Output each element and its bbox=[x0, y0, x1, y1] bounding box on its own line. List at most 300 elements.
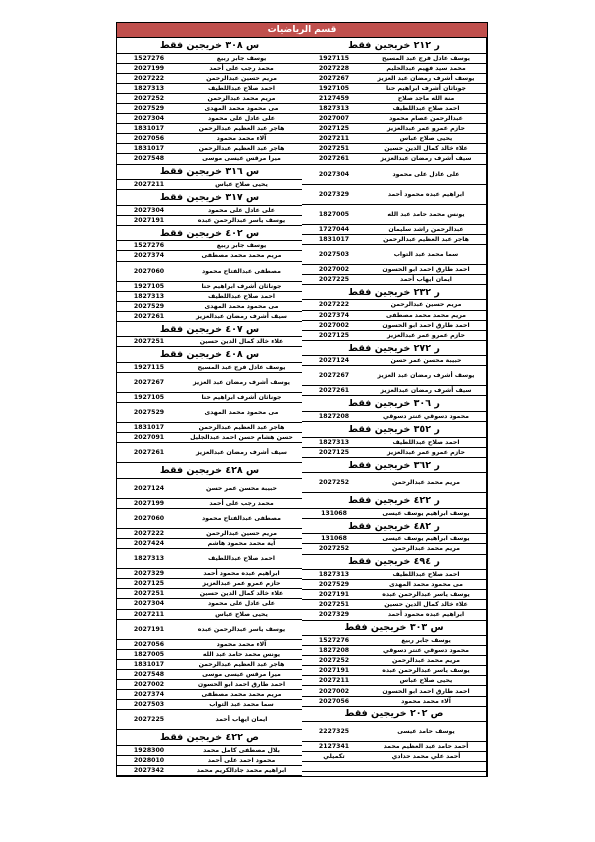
student-row bbox=[302, 676, 486, 686]
student-code: 2027225 bbox=[318, 275, 350, 283]
student-row bbox=[117, 640, 302, 650]
student-name: مريم محمد محمد مصطفى bbox=[201, 252, 282, 260]
student-code: 1831017 bbox=[133, 145, 165, 153]
student-code: 2027251 bbox=[318, 145, 350, 153]
student-row bbox=[302, 656, 486, 666]
student-row bbox=[302, 245, 486, 265]
student-code: 1831017 bbox=[318, 235, 350, 243]
student-name: مريم محمد عبدالرحمن bbox=[392, 657, 460, 665]
student-row bbox=[302, 275, 486, 285]
course-header bbox=[302, 493, 486, 509]
student-name: يحيى صلاح عباس bbox=[215, 610, 268, 618]
student-code: 2027199 bbox=[133, 499, 165, 507]
student-name: حبيبة محسن عمر حسن bbox=[390, 357, 462, 365]
student-name: مريم حسين عبدالرحمن bbox=[390, 301, 462, 309]
student-code: 2027125 bbox=[133, 580, 165, 588]
student-row bbox=[117, 766, 302, 776]
student-name: يوسف أشرف رمضان عبد العزيز bbox=[377, 372, 475, 380]
course-header-text: س ٤٠٢ خريجين فقط bbox=[159, 227, 260, 239]
student-row bbox=[117, 690, 302, 700]
student-code: 2027056 bbox=[318, 697, 350, 705]
course-header-text: ر ٣٦٢ خريجين فقط bbox=[348, 459, 440, 471]
student-row bbox=[117, 74, 302, 84]
student-row bbox=[302, 666, 486, 676]
student-code: 2027056 bbox=[133, 135, 165, 143]
student-row bbox=[117, 423, 302, 433]
student-code: 2027211 bbox=[133, 610, 165, 618]
student-row bbox=[302, 386, 486, 396]
student-row bbox=[117, 54, 302, 64]
course-header bbox=[302, 422, 486, 438]
student-row bbox=[117, 312, 302, 322]
student-name: على عادل على محمود bbox=[392, 170, 460, 178]
student-name: مى محمود محمد المهدى bbox=[204, 302, 279, 310]
student-row bbox=[302, 235, 486, 245]
student-name: يوسف جابر ربيع bbox=[216, 54, 267, 62]
student-row bbox=[302, 114, 486, 124]
student-code: 2027329 bbox=[318, 611, 350, 619]
student-name: مريم محمد عبدالرحمن bbox=[207, 94, 276, 102]
student-row bbox=[117, 443, 302, 463]
student-name: آلاء محمد محمود bbox=[401, 697, 451, 705]
student-name: يوسف ابراهيم يوسف عيسى bbox=[382, 535, 470, 543]
student-code: 1827208 bbox=[318, 647, 350, 655]
student-name: ايمان ايهاب أحمد bbox=[215, 716, 268, 724]
student-name: مريم محمد محمد مصطفى bbox=[385, 311, 466, 319]
student-name: احمد صلاح عبداللطيف bbox=[392, 105, 460, 113]
student-code: 1827313 bbox=[133, 84, 165, 92]
student-row bbox=[302, 580, 486, 590]
student-code: 2027060 bbox=[133, 514, 165, 522]
student-row bbox=[117, 104, 302, 114]
student-name: محمد رجب على أحمد bbox=[209, 499, 274, 507]
student-row bbox=[302, 762, 486, 772]
student-name: سيف أشرف رمضان عبدالعزيز bbox=[380, 155, 472, 163]
student-name: ابراهيم محمد جادالكريم محمد bbox=[196, 766, 287, 774]
student-row bbox=[117, 660, 302, 670]
student-name: سيف أشرف رمضان عبدالعزيز bbox=[380, 387, 472, 395]
student-row bbox=[302, 84, 486, 94]
student-code: 2027374 bbox=[133, 252, 165, 260]
student-code: 2227325 bbox=[318, 728, 350, 736]
student-row bbox=[117, 180, 302, 190]
student-name: يوسف ابراهيم يوسف عيسى bbox=[382, 509, 470, 517]
course-header-text: ر ٤٨٢ خريجين فقط bbox=[348, 520, 440, 532]
student-name: عبدالرحمن عصام محمود bbox=[389, 115, 463, 123]
student-name: ميرا مرقس عيسى موسى bbox=[202, 670, 281, 678]
student-row bbox=[117, 756, 302, 766]
student-name: علاء خالد كمال الدين حسين bbox=[384, 145, 468, 153]
student-name: ميرا مرقس عيسى موسى bbox=[202, 155, 281, 163]
course-header-text: ر ٢٣٢ خريجين فقط bbox=[348, 286, 440, 298]
student-row bbox=[117, 680, 302, 690]
student-code: 2027252 bbox=[318, 479, 350, 487]
student-row bbox=[302, 686, 486, 696]
student-code: 1831017 bbox=[133, 125, 165, 133]
student-row bbox=[117, 700, 302, 710]
student-name: يحيى صلاح عباس bbox=[399, 677, 453, 685]
student-row bbox=[302, 321, 486, 331]
student-name: مصطفى عبدالفتاح محمود bbox=[201, 267, 281, 275]
student-name: ابراهيم عبده محمود أحمد bbox=[203, 570, 280, 578]
student-row bbox=[117, 479, 302, 499]
student-row bbox=[302, 154, 486, 164]
course-header bbox=[302, 519, 486, 535]
student-row bbox=[117, 292, 302, 302]
student-name: حبيبة محسن عمر حسن bbox=[206, 484, 277, 492]
course-header bbox=[302, 38, 486, 54]
student-row bbox=[302, 600, 486, 610]
student-row bbox=[302, 64, 486, 74]
student-name: آلاء محمد محمود bbox=[216, 135, 267, 143]
student-row bbox=[302, 473, 486, 493]
student-row bbox=[302, 610, 486, 620]
student-name: مى محمود محمد المهدى bbox=[389, 581, 463, 589]
student-code: 2027002 bbox=[318, 687, 350, 695]
course-header bbox=[117, 347, 302, 363]
student-row bbox=[302, 300, 486, 310]
student-code: 2027125 bbox=[318, 331, 350, 339]
student-code: 2027261 bbox=[133, 449, 165, 457]
student-code: 2027228 bbox=[318, 64, 350, 72]
student-code: 2027222 bbox=[318, 301, 350, 309]
student-code: 2027251 bbox=[318, 601, 350, 609]
student-row bbox=[302, 448, 486, 458]
student-code: 1927105 bbox=[318, 84, 350, 92]
course-header bbox=[117, 322, 302, 338]
left-column bbox=[117, 38, 302, 776]
student-code: 1827208 bbox=[318, 413, 350, 421]
course-header bbox=[117, 730, 302, 746]
student-name: احمد طارق احمد ابو الحسون bbox=[197, 681, 286, 689]
student-row bbox=[117, 599, 302, 609]
student-row bbox=[302, 205, 486, 225]
course-header-text: ر ٤٩٤ خريجين فقط bbox=[348, 556, 440, 568]
student-name: على عادل على محمود bbox=[207, 206, 276, 214]
student-code: 1928300 bbox=[133, 746, 165, 754]
student-name: يحيى صلاح عباس bbox=[215, 181, 268, 189]
student-name: هاجر عبد العظيم عبدالرحمن bbox=[198, 660, 285, 668]
student-row bbox=[302, 124, 486, 134]
student-code: 2027211 bbox=[133, 181, 165, 189]
student-code: 2027261 bbox=[318, 155, 350, 163]
student-name: يحيى صلاح عباس bbox=[399, 135, 453, 143]
student-row bbox=[302, 185, 486, 205]
student-row bbox=[302, 94, 486, 104]
student-code: 2027191 bbox=[318, 591, 350, 599]
student-name: يوسف عادل فرج عبد المسيح bbox=[197, 364, 286, 372]
student-code: 2127341 bbox=[318, 743, 350, 751]
student-code: 2027225 bbox=[133, 716, 165, 724]
student-code: 2027261 bbox=[318, 387, 350, 395]
student-code: 1831017 bbox=[133, 660, 165, 668]
student-row bbox=[117, 579, 302, 589]
course-header-text: ص ٤٢٢ خريجين فقط bbox=[160, 732, 259, 743]
student-code: 131068 bbox=[321, 535, 347, 543]
course-header bbox=[302, 555, 486, 571]
student-code: 2027503 bbox=[133, 701, 165, 709]
student-code: 2027060 bbox=[133, 267, 165, 275]
student-row bbox=[302, 438, 486, 448]
student-row bbox=[117, 124, 302, 134]
student-code: 1827313 bbox=[318, 571, 350, 579]
student-row bbox=[302, 412, 486, 422]
student-name: جوناثان أشرف ابراهيم حنا bbox=[385, 84, 466, 92]
student-code: 1827313 bbox=[318, 105, 350, 113]
student-row bbox=[117, 670, 302, 680]
student-name: علاء خالد كمال الدين حسين bbox=[199, 590, 284, 598]
course-header bbox=[117, 38, 302, 54]
student-row bbox=[117, 549, 302, 569]
student-row bbox=[302, 74, 486, 84]
student-code: 2027191 bbox=[133, 625, 165, 633]
student-code: 2027529 bbox=[318, 581, 350, 589]
student-row bbox=[117, 509, 302, 529]
student-name: علاء خالد كمال الدين حسين bbox=[199, 338, 284, 346]
student-code: 2027191 bbox=[318, 667, 350, 675]
student-code: 2027124 bbox=[318, 357, 350, 365]
student-code: 2027503 bbox=[318, 250, 350, 258]
student-name: آية محمد محمود هاشم bbox=[207, 540, 276, 548]
student-code: 2027002 bbox=[318, 265, 350, 273]
course-header bbox=[302, 396, 486, 412]
student-row bbox=[302, 144, 486, 154]
student-name: بلال مصطفى كامل محمد bbox=[203, 746, 280, 754]
student-row bbox=[302, 636, 486, 646]
student-name: آلاء محمد محمود bbox=[216, 640, 267, 648]
student-code: 2027267 bbox=[133, 379, 165, 387]
student-code: 2027091 bbox=[133, 434, 165, 442]
student-row bbox=[302, 534, 486, 544]
student-code: 2027374 bbox=[318, 311, 350, 319]
student-code: 2027211 bbox=[318, 677, 350, 685]
student-row bbox=[117, 251, 302, 261]
student-name: مصطفى عبدالفتاح محمود bbox=[201, 514, 281, 522]
student-name: محمود دسوقي عنتر دسوقي bbox=[383, 647, 469, 655]
student-code: 2027056 bbox=[133, 640, 165, 648]
student-name: يوسف ياسر عبدالرحمن عبده bbox=[197, 216, 286, 224]
course-header bbox=[117, 226, 302, 242]
student-name: محمود احمد على أحمد bbox=[207, 756, 276, 764]
student-name: مريم محمد عبدالرحمن bbox=[392, 545, 460, 553]
student-row bbox=[117, 403, 302, 423]
student-row bbox=[302, 697, 486, 707]
course-header-text: س ٣١٧ خريجين فقط bbox=[159, 191, 260, 203]
course-header bbox=[302, 621, 486, 637]
student-code: 2028010 bbox=[133, 756, 165, 764]
student-row bbox=[117, 64, 302, 74]
student-code: 1831017 bbox=[133, 424, 165, 432]
student-name: يوسف ياسر عبدالرحمن عبده bbox=[197, 625, 286, 633]
student-name: منة الله ماجد صلاح bbox=[397, 94, 455, 102]
student-name: محمد رجب على أحمد bbox=[209, 64, 274, 72]
student-name: مريم محمد عبدالرحمن bbox=[392, 479, 460, 487]
student-name: يوسف ياسر عبدالرحمن عبده bbox=[382, 667, 470, 675]
student-code: 2027251 bbox=[133, 338, 165, 346]
student-name: جوناثان أشرف ابراهيم حنا bbox=[201, 394, 282, 402]
student-code: 1527276 bbox=[318, 637, 350, 645]
course-header bbox=[117, 165, 302, 181]
student-code: 2027424 bbox=[133, 540, 165, 548]
student-name: احمد طارق احمد ابو الحسون bbox=[382, 687, 470, 695]
student-row bbox=[302, 104, 486, 114]
student-row bbox=[117, 529, 302, 539]
student-code: 2027125 bbox=[318, 448, 350, 456]
student-code: 2027007 bbox=[318, 115, 350, 123]
course-header bbox=[117, 190, 302, 206]
student-name: احمد صلاح عبداللطيف bbox=[392, 571, 460, 579]
student-name: سيف أشرف رمضان عبدالعزيز bbox=[195, 449, 288, 457]
student-code: 1727044 bbox=[318, 225, 350, 233]
student-name: يوسف حامد عيسى bbox=[397, 728, 455, 736]
student-row bbox=[302, 544, 486, 554]
student-row bbox=[117, 589, 302, 599]
student-code: 2027222 bbox=[133, 74, 165, 82]
student-name: يوسف أشرف رمضان عبد العزيز bbox=[377, 74, 475, 82]
student-row bbox=[302, 646, 486, 656]
student-name: يوسف ياسر عبدالرحمن عبده bbox=[382, 591, 470, 599]
student-row bbox=[117, 746, 302, 756]
course-header-text: ر ٢٧٢ خريجين فقط bbox=[348, 342, 440, 354]
student-row bbox=[117, 84, 302, 94]
student-row bbox=[117, 241, 302, 251]
student-code: 1927105 bbox=[133, 394, 165, 402]
schedule-table bbox=[116, 22, 488, 777]
student-name: احمد صلاح عبداللطيف bbox=[392, 438, 460, 446]
student-row bbox=[117, 620, 302, 640]
student-row bbox=[117, 539, 302, 549]
student-name: على عادل على محمود bbox=[207, 600, 276, 608]
course-header bbox=[302, 458, 486, 474]
student-row bbox=[117, 154, 302, 164]
course-header bbox=[302, 707, 486, 723]
student-row bbox=[117, 433, 302, 443]
student-row bbox=[117, 282, 302, 292]
columns bbox=[117, 38, 487, 776]
student-name: يوسف أشرف رمضان عبد العزيز bbox=[193, 379, 290, 387]
student-code: 2027191 bbox=[133, 216, 165, 224]
student-row bbox=[302, 225, 486, 235]
student-name: حازم عمرو عمر عبدالعزيز bbox=[387, 331, 465, 339]
student-row bbox=[117, 144, 302, 154]
student-row bbox=[117, 569, 302, 579]
student-name: حازم عمرو عمر عبدالعزيز bbox=[387, 448, 465, 456]
student-code: 2027342 bbox=[133, 766, 165, 774]
student-row bbox=[117, 337, 302, 347]
student-row bbox=[302, 590, 486, 600]
student-name: سما محمد عبد التواب bbox=[393, 250, 459, 258]
course-header-text: س ٣١٦ خريجين فقط bbox=[159, 166, 260, 178]
student-code: 2027222 bbox=[133, 529, 165, 537]
student-row bbox=[302, 752, 486, 762]
student-code: 2027252 bbox=[318, 545, 350, 553]
student-row bbox=[302, 366, 486, 386]
student-name: يوسف عادل فرج عبد المسيح bbox=[382, 54, 470, 62]
student-code: 2027267 bbox=[318, 74, 350, 82]
student-row bbox=[117, 94, 302, 104]
student-row bbox=[117, 650, 302, 660]
student-name: يوسف جابر ربيع bbox=[216, 242, 267, 250]
course-header bbox=[117, 463, 302, 479]
course-header-text: ر ٣٠٦ خريجين فقط bbox=[348, 398, 440, 410]
student-code: 2027529 bbox=[133, 302, 165, 310]
student-name: مريم حسين عبدالرحمن bbox=[206, 74, 277, 82]
student-code: 2027211 bbox=[318, 135, 350, 143]
student-row bbox=[117, 216, 302, 226]
student-name: أحمد حامد عبد العظيم محمد bbox=[383, 743, 469, 751]
student-code: تكميلي bbox=[323, 753, 345, 761]
student-row bbox=[117, 373, 302, 393]
student-row bbox=[117, 302, 302, 312]
student-code: 2027329 bbox=[318, 190, 350, 198]
student-code: 1827005 bbox=[133, 650, 165, 658]
student-name: حازم عمرو عمر عبدالعزيز bbox=[387, 125, 465, 133]
student-code: 1927115 bbox=[318, 54, 350, 62]
student-name: حسن هشام حسن احمد عبدالجليل bbox=[190, 434, 293, 442]
student-name: محمود دسوقي عنتر دسوقي bbox=[383, 413, 469, 421]
student-name: مى محمود محمد المهدى bbox=[204, 409, 279, 417]
course-header bbox=[302, 341, 486, 357]
student-code: 2027329 bbox=[133, 570, 165, 578]
student-name: يوسف جابر ربيع bbox=[401, 637, 451, 645]
student-name: هاجر عبد العظيم عبدالرحمن bbox=[198, 145, 285, 153]
student-code: 2127459 bbox=[318, 94, 350, 102]
student-code: 1927115 bbox=[133, 364, 165, 372]
student-code: 2027304 bbox=[133, 206, 165, 214]
student-name: على عادل على محمود bbox=[207, 115, 276, 123]
student-name: مى محمود محمد المهدى bbox=[204, 105, 279, 113]
student-row bbox=[117, 262, 302, 282]
course-header-text: ر ٤٢٢ خريجين فقط bbox=[348, 495, 440, 506]
student-row bbox=[117, 499, 302, 509]
student-row bbox=[302, 265, 486, 275]
student-name: يونس محمد حامد عبد الله bbox=[202, 650, 281, 658]
student-name: ايمان ايهاب أحمد bbox=[400, 275, 452, 283]
student-code: 2027548 bbox=[133, 155, 165, 163]
student-code: 2027199 bbox=[133, 64, 165, 72]
student-row bbox=[117, 393, 302, 403]
course-header bbox=[302, 285, 486, 301]
student-row bbox=[302, 722, 486, 742]
student-name: سيف أشرف رمضان عبدالعزيز bbox=[195, 312, 288, 320]
student-code: 1527276 bbox=[133, 54, 165, 62]
student-code: 131068 bbox=[321, 509, 347, 517]
course-header-text: س ٤٠٧ خريجين فقط bbox=[159, 323, 260, 335]
student-name: هاجر عبد العظيم عبدالرحمن bbox=[383, 235, 469, 243]
student-code: 2027374 bbox=[133, 691, 165, 699]
course-header-text: س ٤٢٨ خريجين فقط bbox=[159, 465, 260, 477]
student-name: احمد طارق احمد ابو الحسون bbox=[382, 265, 470, 273]
student-name: سما محمد عبد التواب bbox=[209, 701, 274, 709]
section-title: قسم الرياضيات bbox=[117, 23, 487, 38]
student-code: 1827313 bbox=[318, 438, 350, 446]
student-code: 1927105 bbox=[133, 282, 165, 290]
student-name: جوناثان أشرف ابراهيم حنا bbox=[201, 282, 282, 290]
student-row bbox=[302, 356, 486, 366]
course-header-text: س ٣٠٣ خريجين فقط bbox=[344, 622, 444, 634]
student-row bbox=[302, 165, 486, 185]
student-row bbox=[302, 134, 486, 144]
course-header-text: س ٤٠٨ خريجين فقط bbox=[159, 349, 260, 361]
student-name: احمد صلاح عبداللطيف bbox=[208, 555, 275, 563]
course-header-text: س ٣٠٨ خريجين فقط bbox=[159, 39, 260, 51]
course-header-text: ر ٢١٢ خريجين فقط bbox=[348, 39, 440, 51]
student-row bbox=[117, 206, 302, 216]
student-code: 2027548 bbox=[133, 670, 165, 678]
student-code: 2027304 bbox=[318, 170, 350, 178]
student-row bbox=[117, 610, 302, 620]
student-name: احمد صلاح عبداللطيف bbox=[208, 84, 275, 92]
